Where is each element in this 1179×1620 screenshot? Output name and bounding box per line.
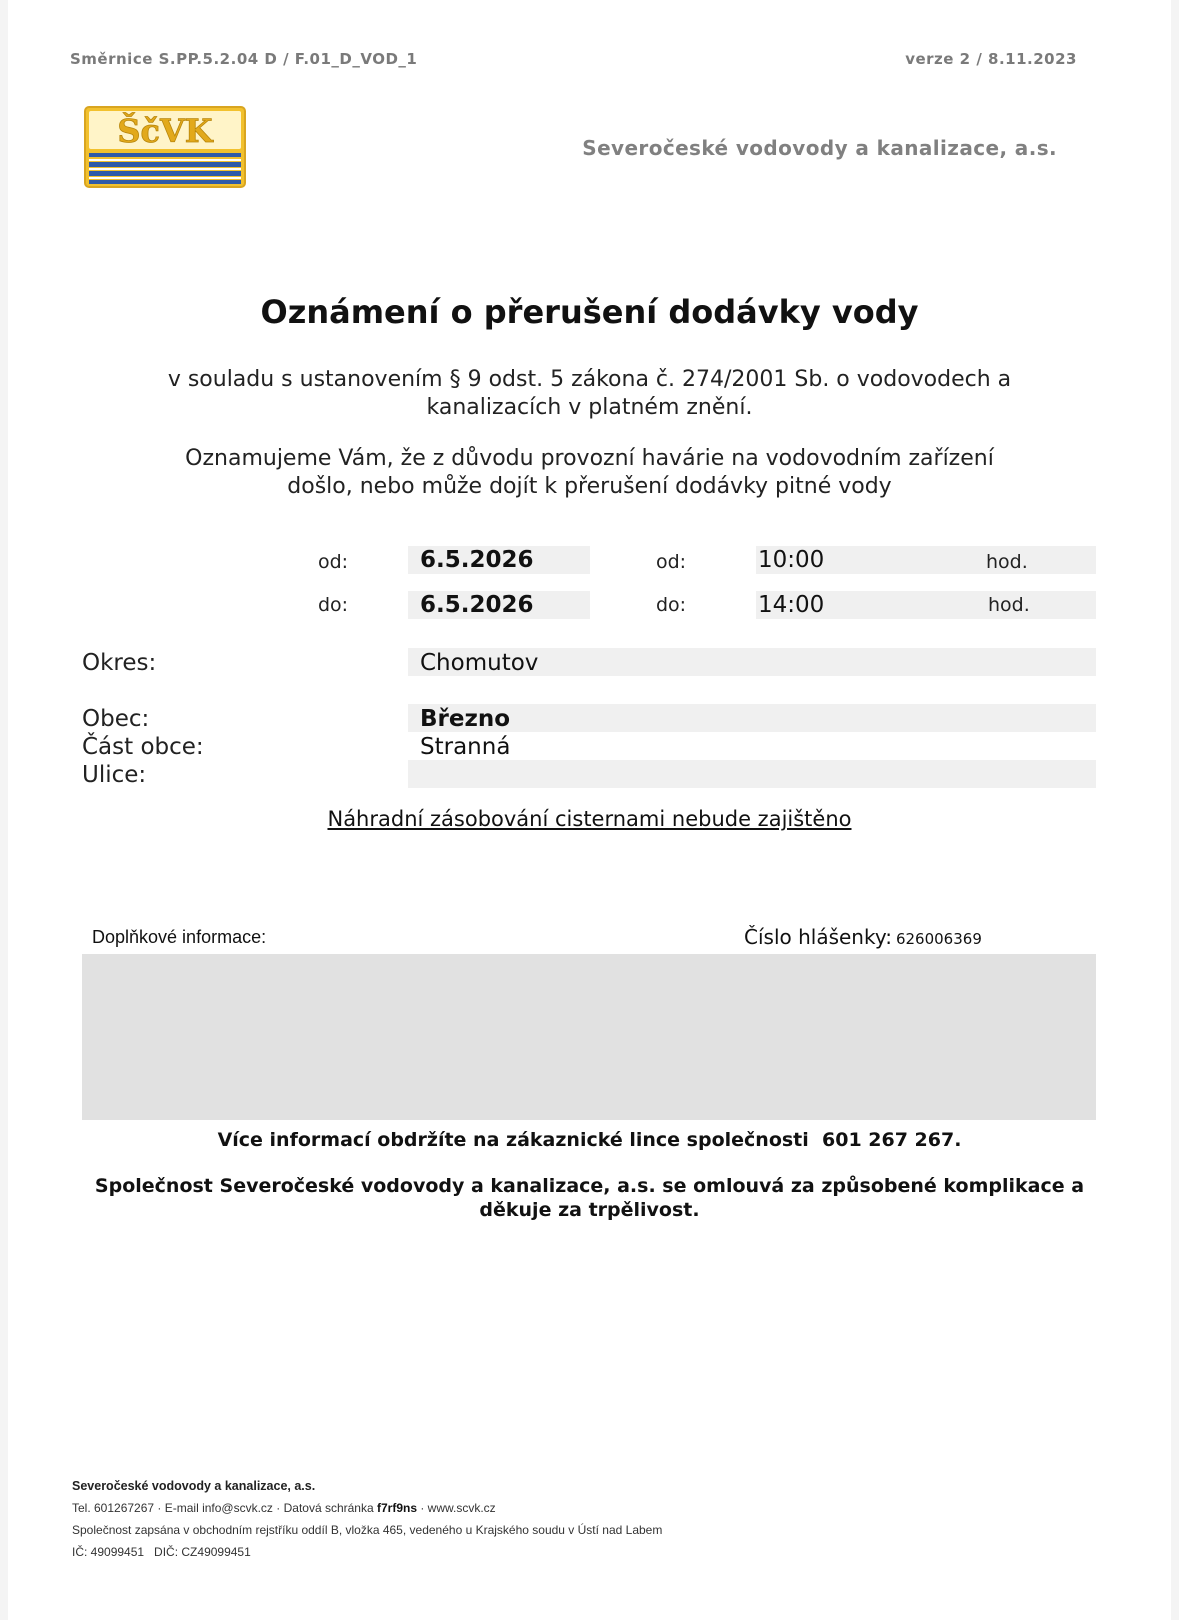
legal-line-2: kanalizacích v platném znění. (426, 395, 753, 420)
apology-line-1: Společnost Severočeské vodovody a kanalizace, a.s. se omlouvá za způsobené komplikace a (94, 1175, 1085, 1197)
street-field (408, 760, 1096, 788)
from-unit: hod. (986, 551, 1028, 573)
to-unit: hod. (988, 594, 1030, 616)
footer-data-box: f7rf9ns (376, 1501, 417, 1515)
ticket-number: 626006369 (895, 930, 982, 948)
logo-text: ŠčVK (117, 112, 213, 150)
apology-line-2: děkuje za trpělivost. (479, 1199, 700, 1221)
to-label: do: (318, 594, 349, 616)
street-label: Ulice: (82, 762, 147, 788)
to-date: 6.5.2026 (420, 592, 534, 618)
to-time-label: do: (656, 594, 687, 616)
ticket-number-block (744, 925, 982, 949)
municipality-field (408, 704, 1096, 732)
footer-ids: IČ: 49099451 DIČ: CZ49099451 (72, 1545, 251, 1559)
tanker-note-text: Náhradní zásobování cisternami nebude zajištěno (327, 807, 852, 831)
additional-info-box (82, 954, 1096, 1120)
district-value: Chomutov (420, 650, 539, 676)
company-name: Severočeské vodovody a kanalizace, a.s. (582, 136, 1057, 160)
footer-contact-prefix: Tel. 601267267 · E-mail info@scvk.cz · Datová schránka (72, 1501, 377, 1515)
district-label: Okres: (82, 650, 157, 676)
municipality-value: Březno (420, 706, 511, 732)
announcement (0, 445, 1179, 501)
notice-title: Oznámení o přerušení dodávky vody (260, 293, 919, 331)
tanker-note (0, 807, 1179, 831)
from-time: 10:00 (758, 547, 825, 573)
footer-contact-suffix: · www.scvk.cz (417, 1501, 496, 1515)
from-time-label: od: (656, 551, 687, 573)
from-date: 6.5.2026 (420, 547, 534, 573)
version-info: verze 2 / 8.11.2023 (905, 50, 1077, 68)
municipality-label: Obec: (82, 706, 150, 732)
from-label: od: (318, 551, 349, 573)
apology (0, 1174, 1179, 1222)
contact-line: Více informací obdržíte na zákaznické lince společnosti 601 267 267. (217, 1129, 962, 1151)
footer-contact (72, 1501, 496, 1515)
legal-line-1: v souladu s ustanovením § 9 odst. 5 zákona č. 274/2001 Sb. o vodovodech a (167, 367, 1012, 392)
footer-registry: Společnost zapsána v obchodním rejstříku oddíl B, vložka 465, vedeného u Krajského soudu v Ústí nad Labem (72, 1523, 663, 1537)
additional-info-label: Doplňkové informace: (92, 927, 267, 947)
footer-company: Severočeské vodovody a kanalizace, a.s. (72, 1479, 316, 1493)
part-label: Část obce: (82, 734, 204, 760)
scvk-logo (84, 106, 246, 188)
announce-line-2: došlo, nebo může dojít k přerušení dodávky pitné vody (287, 474, 892, 499)
ticket-label: Číslo hlášenky: (744, 925, 892, 949)
announce-line-1: Oznamujeme Vám, že z důvodu provozní havárie na vodovodním zařízení (185, 446, 994, 471)
to-time: 14:00 (758, 592, 825, 618)
directive-code: Směrnice S.PP.5.2.04 D / F.01_D_VOD_1 (70, 50, 418, 68)
part-value: Stranná (420, 734, 511, 760)
legal-basis (0, 366, 1179, 422)
